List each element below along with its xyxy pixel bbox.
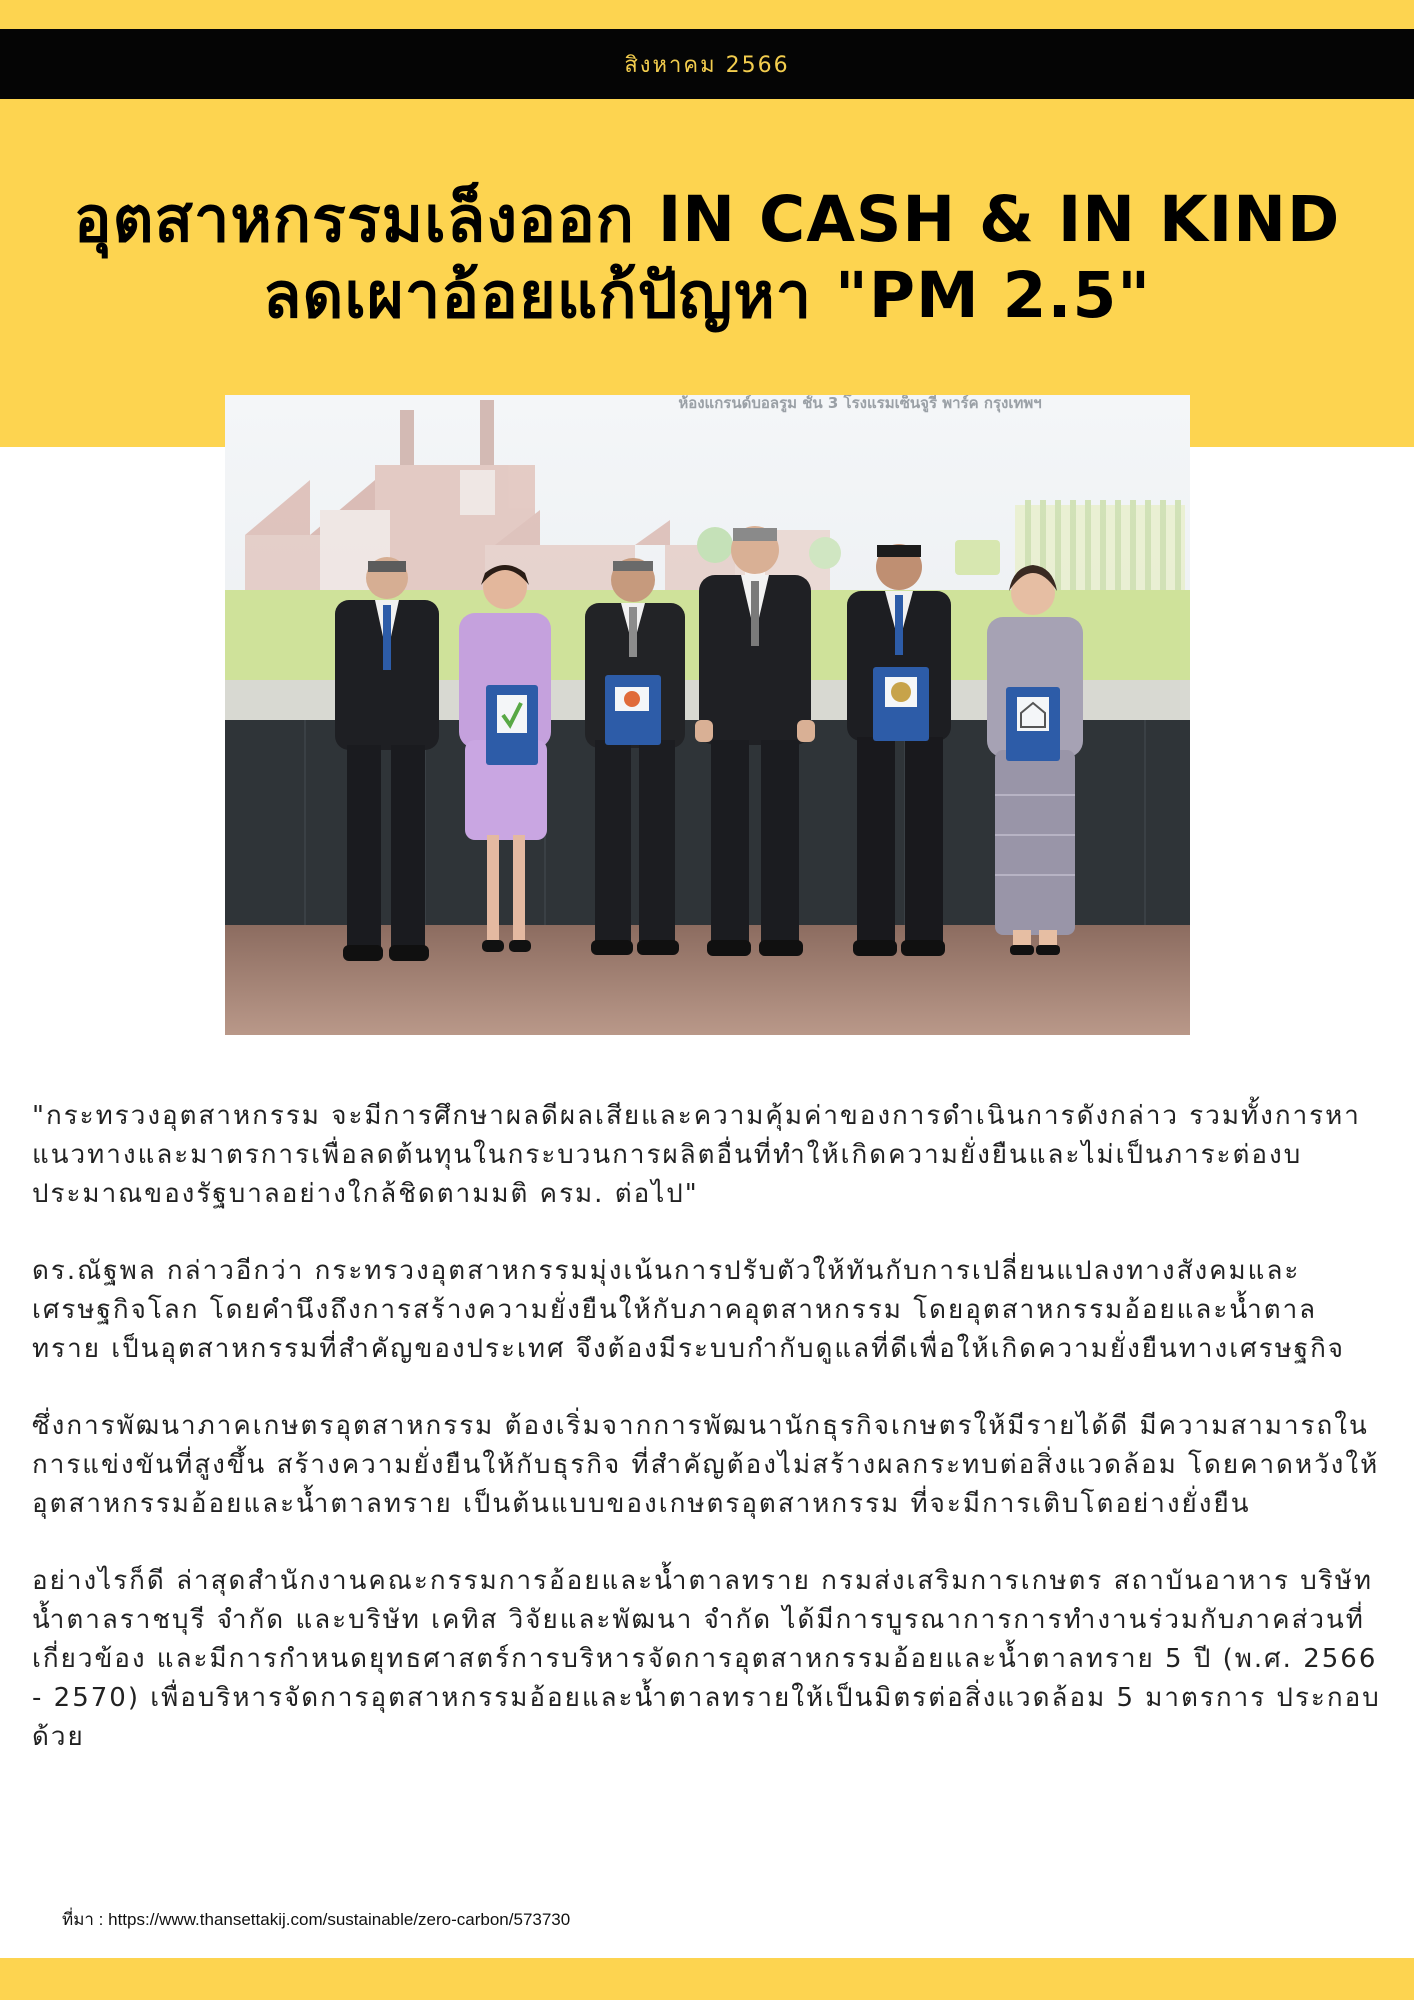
date-bar (0, 29, 1414, 99)
footer-yellow-band (0, 1958, 1414, 2000)
paragraph: "กระทรวงอุตสาหกรรม จะมีการศึกษาผลดีผลเสียและความคุ้มค่าของการดำเนินการดังกล่าว รวมทั้งการหาแนวทางและมาตรการเพื่อลดต้นทุนในกระบวนการผลิตอื่นที่ทำให้เกิดความยั่งยืนและไม่เป็นภาระต่องบประมาณของรัฐบาลอย่างใกล้ชิดตามมติ ครม. ต่อไป" (32, 1101, 1361, 1209)
source-link[interactable]: ที่มา : https://www.thansettakij.com/sustainable/zero-carbon/573730 (62, 1910, 571, 1929)
person-6 (987, 565, 1083, 955)
paragraph: ซึ่งการพัฒนาภาคเกษตรอุตสาหกรรม ต้องเริ่มจากการพัฒนานักธุรกิจเกษตรให้มีรายได้ดี มีความสามารถในการแข่งขันที่สูงขึ้น สร้างความยั่งยืนให้กับธุรกิจ ที่สำคัญต้องไม่สร้างผลกระทบต่อสิ่งแวดล้อม โดยคาดหวังให้อุตสาหกรรมอ้อยและน้ำตาลทราย เป็นต้นแบบของเกษตรอุตสาหกรรม ที่จะมีการเติบโตอย่างยั่งยืน (32, 1411, 1380, 1519)
event-photo (225, 395, 1190, 1035)
headline: อุตสาหกรรมเล็งออก IN CASH & IN KIND ลดเผาอ้อยแก้ปัญหา "PM 2.5" (73, 183, 1341, 332)
paragraph: ดร.ณัฐพล กล่าวอีกว่า กระทรวงอุตสาหกรรมมุ่งเน้นการปรับตัวให้ทันกับการเปลี่ยนแปลงทางสังคมและเศรษฐกิจโลก โดยคำนึงถึงการสร้างความยั่งยืนให้กับภาคอุตสาหกรรม โดยอุตสาหกรรมอ้อยและน้ำตาลทราย เป็นอุตสาหกรรมที่สำคัญของประเทศ จึงต้องมีระบบกำกับดูแลที่ดีเพื่อให้เกิดความยั่งยืนทางเศรษฐกิจ (32, 1256, 1346, 1364)
article-body (32, 1097, 1382, 1795)
banner-venue-text: ห้องแกรนด์บอลรูม ชั้น 3 โรงแรมเซ็นจูรี่ พาร์ค กรุงเทพฯ (678, 395, 1042, 412)
issue-date: สิงหาคม 2566 (624, 52, 790, 78)
paragraph: อย่างไรก็ดี ล่าสุดสำนักงานคณะกรรมการอ้อยและน้ำตาลทราย กรมส่งเสริมการเกษตร สถาบันอาหาร บริษัท น้ำตาลราชบุรี จำกัด และบริษัท เคทิส วิจัยและพัฒนา จำกัด ได้มีการบูรณาการการทำงานร่วมกับภาคส่วนที่เกี่ยวข้อง และมีการกำหนดยุทธศาสตร์การบริหารจัดการอุตสาหกรรมอ้อยและน้ำตาลทราย 5 ปี (พ.ศ. 2566 - 2570) เพื่อบริหารจัดการอุตสาหกรรมอ้อยและน้ำตาลทรายให้เป็นมิตรต่อสิ่งแวดล้อม 5 มาตรการ ประกอบด้วย (32, 1566, 1381, 1752)
